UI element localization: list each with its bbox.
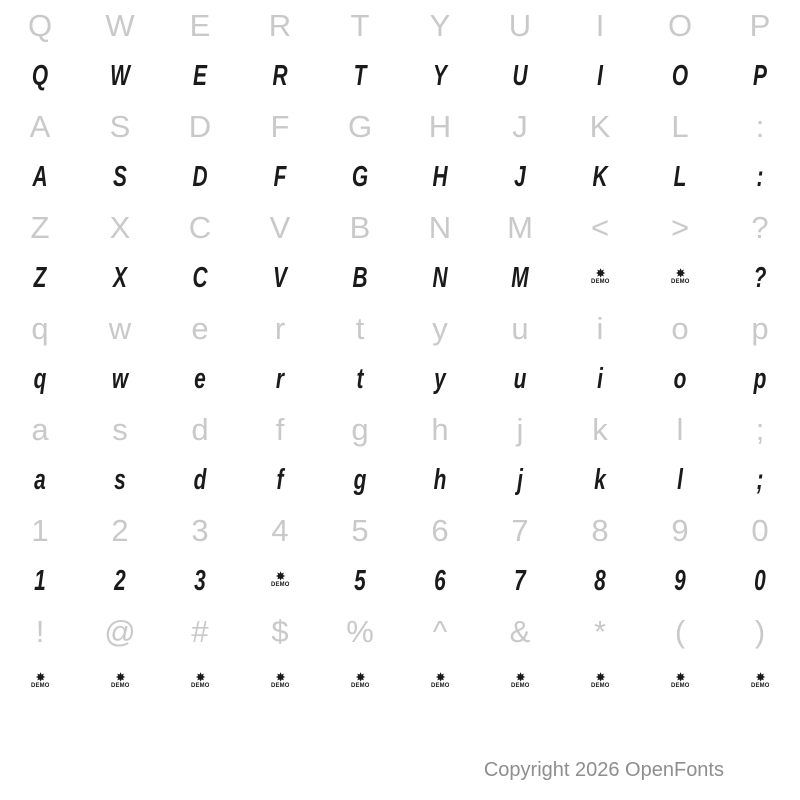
demo-label: DEMO — [110, 683, 130, 689]
glyph-cell: h — [431, 412, 449, 447]
glyph-cell: C — [192, 261, 208, 294]
glyph-cell: u — [513, 362, 527, 395]
glyph-cell: N — [428, 210, 452, 245]
glyph-cell: e — [191, 311, 209, 346]
glyph-cell: C — [188, 210, 212, 245]
glyph-cell: ) — [754, 614, 766, 649]
glyph-cell: u — [511, 311, 529, 346]
glyph-cell: g — [351, 412, 369, 447]
glyph-cell: < — [590, 210, 610, 245]
glyph-cell: l — [676, 412, 684, 447]
glyph-cell: X — [109, 210, 131, 245]
glyph-cell: U — [512, 59, 528, 92]
glyph-cell: 7 — [514, 564, 526, 597]
burst-icon: ✸ — [675, 268, 685, 280]
glyph-cell: i — [596, 311, 604, 346]
demo-placeholder-glyph — [571, 657, 629, 707]
glyph-row-reference — [0, 303, 800, 354]
glyph-cell: S — [109, 109, 131, 144]
glyph-row-reference — [0, 202, 800, 253]
glyph-cell: e — [194, 362, 206, 395]
demo-mark — [31, 674, 50, 690]
demo-mark — [271, 573, 290, 589]
glyph-cell: > — [670, 210, 690, 245]
glyph-row-sample — [0, 152, 800, 202]
demo-label: DEMO — [270, 582, 290, 588]
glyph-row-reference — [0, 505, 800, 556]
glyph-cell: q — [33, 362, 47, 395]
glyph-cell: k — [592, 412, 608, 447]
glyph-cell: K — [589, 109, 611, 144]
glyph-row-sample — [0, 657, 800, 707]
glyph-cell: 2 — [111, 513, 129, 548]
glyph-cell: $ — [271, 614, 289, 649]
glyph-cell: & — [509, 614, 531, 649]
glyph-cell: 6 — [431, 513, 449, 548]
glyph-cell: p — [753, 362, 767, 395]
demo-label: DEMO — [670, 683, 690, 689]
glyph-cell: J — [512, 109, 528, 144]
glyph-row-reference — [0, 606, 800, 657]
glyph-cell: L — [673, 160, 687, 193]
glyph-cell: : — [755, 109, 765, 144]
glyph-cell: 4 — [271, 513, 289, 548]
demo-mark — [271, 674, 290, 690]
demo-mark — [351, 674, 370, 690]
glyph-cell: V — [269, 210, 291, 245]
glyph-cell: k — [594, 463, 606, 496]
copyright-notice: Copyright 2026 OpenFonts — [483, 759, 724, 781]
glyph-cell: 3 — [191, 513, 209, 548]
burst-icon: ✸ — [595, 268, 605, 280]
demo-placeholder-glyph — [411, 657, 469, 707]
glyph-cell: O — [667, 8, 693, 43]
glyph-cell: 9 — [674, 564, 686, 597]
demo-mark — [671, 674, 690, 690]
glyph-cell: Q — [27, 8, 53, 43]
glyph-cell: H — [432, 160, 448, 193]
burst-icon: ✸ — [275, 672, 285, 684]
glyph-cell: 7 — [511, 513, 529, 548]
demo-label: DEMO — [590, 279, 610, 285]
glyph-cell: ^ — [432, 614, 448, 649]
glyph-cell: R — [268, 8, 292, 43]
glyph-cell: 8 — [594, 564, 606, 597]
glyph-cell: % — [346, 614, 374, 649]
demo-label: DEMO — [270, 683, 290, 689]
glyph-cell: X — [113, 261, 127, 294]
demo-placeholder-glyph — [491, 657, 549, 707]
glyph-cell: i — [597, 362, 603, 395]
glyph-cell: d — [191, 412, 209, 447]
demo-label: DEMO — [190, 683, 210, 689]
glyph-cell: y — [434, 362, 446, 395]
demo-label: DEMO — [30, 683, 50, 689]
demo-placeholder-glyph — [651, 253, 709, 303]
demo-mark — [671, 270, 690, 286]
glyph-cell: ? — [753, 261, 767, 294]
glyph-cell: N — [432, 261, 448, 294]
glyph-cell: O — [671, 59, 689, 92]
glyph-cell: 3 — [194, 564, 206, 597]
burst-icon: ✸ — [755, 672, 765, 684]
glyph-row-sample — [0, 455, 800, 505]
glyph-cell: t — [355, 311, 365, 346]
glyph-cell: r — [274, 311, 286, 346]
glyph-cell: L — [671, 109, 689, 144]
demo-mark — [591, 270, 610, 286]
glyph-cell: T — [353, 59, 367, 92]
glyph-cell: I — [595, 8, 605, 43]
demo-placeholder-glyph — [571, 253, 629, 303]
glyph-cell: s — [114, 463, 126, 496]
demo-label: DEMO — [670, 279, 690, 285]
glyph-cell: 5 — [351, 513, 369, 548]
burst-icon: ✸ — [355, 672, 365, 684]
glyph-cell: j — [516, 412, 524, 447]
burst-icon: ✸ — [595, 672, 605, 684]
glyph-cell: E — [189, 8, 211, 43]
demo-placeholder-glyph — [251, 556, 309, 606]
demo-placeholder-glyph — [651, 657, 709, 707]
burst-icon: ✸ — [115, 672, 125, 684]
glyph-row-sample — [0, 556, 800, 606]
glyph-cell: 5 — [354, 564, 366, 597]
glyph-cell: : — [756, 160, 764, 193]
glyph-cell: ? — [751, 210, 769, 245]
burst-icon: ✸ — [275, 571, 285, 583]
glyph-cell: 0 — [751, 513, 769, 548]
burst-icon: ✸ — [195, 672, 205, 684]
glyph-cell: o — [673, 362, 687, 395]
glyph-cell: Y — [433, 59, 447, 92]
demo-mark — [591, 674, 610, 690]
glyph-cell: g — [353, 463, 367, 496]
glyph-cell: B — [352, 261, 368, 294]
demo-mark — [111, 674, 130, 690]
glyph-cell: 8 — [591, 513, 609, 548]
glyph-cell: U — [508, 8, 532, 43]
demo-mark — [511, 674, 530, 690]
glyph-row-sample — [0, 51, 800, 101]
demo-mark — [751, 674, 770, 690]
glyph-cell: 0 — [754, 564, 766, 597]
glyph-cell: K — [592, 160, 608, 193]
glyph-cell: a — [31, 412, 49, 447]
glyph-cell: M — [507, 210, 533, 245]
glyph-cell: 2 — [114, 564, 126, 597]
glyph-cell: D — [192, 160, 208, 193]
glyph-row-reference — [0, 0, 800, 51]
glyph-cell: G — [351, 160, 369, 193]
glyph-cell: T — [350, 8, 370, 43]
glyph-cell: a — [34, 463, 46, 496]
glyph-cell: F — [273, 160, 287, 193]
glyph-cell: ; — [756, 463, 764, 496]
glyph-cell: f — [276, 463, 284, 496]
glyph-cell: ! — [35, 614, 45, 649]
burst-icon: ✸ — [515, 672, 525, 684]
glyph-cell: S — [113, 160, 127, 193]
glyph-cell: V — [273, 261, 287, 294]
glyph-cell: W — [105, 8, 135, 43]
glyph-cell: A — [29, 109, 51, 144]
glyph-cell: r — [275, 362, 285, 395]
glyph-cell: J — [514, 160, 526, 193]
glyph-row-reference — [0, 101, 800, 152]
demo-placeholder-glyph — [331, 657, 389, 707]
glyph-cell: d — [193, 463, 207, 496]
demo-placeholder-glyph — [731, 657, 789, 707]
glyph-cell: t — [356, 362, 364, 395]
demo-placeholder-glyph — [11, 657, 69, 707]
glyph-cell: f — [275, 412, 285, 447]
glyph-cell: 9 — [671, 513, 689, 548]
glyph-cell: I — [597, 59, 603, 92]
glyph-cell: o — [671, 311, 689, 346]
glyph-cell: y — [432, 311, 448, 346]
demo-placeholder-glyph — [251, 657, 309, 707]
glyph-cell: p — [751, 311, 769, 346]
burst-icon: ✸ — [435, 672, 445, 684]
glyph-cell: q — [31, 311, 49, 346]
glyph-cell: # — [191, 614, 209, 649]
glyph-cell: W — [110, 59, 130, 92]
glyph-cell: F — [270, 109, 290, 144]
demo-placeholder-glyph — [171, 657, 229, 707]
glyph-cell: 1 — [34, 564, 46, 597]
glyph-cell: @ — [104, 614, 136, 649]
glyph-cell: ( — [674, 614, 686, 649]
glyph-cell: w — [111, 362, 129, 395]
glyph-cell: * — [593, 614, 607, 649]
glyph-cell: P — [753, 59, 767, 92]
glyph-cell: M — [511, 261, 529, 294]
glyph-cell: H — [428, 109, 452, 144]
demo-label: DEMO — [430, 683, 450, 689]
glyph-cell: Z — [33, 261, 47, 294]
demo-label: DEMO — [510, 683, 530, 689]
demo-placeholder-glyph — [91, 657, 149, 707]
glyph-cell: s — [112, 412, 128, 447]
glyph-cell: A — [32, 160, 48, 193]
glyph-cell: R — [272, 59, 288, 92]
glyph-cell: D — [188, 109, 212, 144]
burst-icon: ✸ — [675, 672, 685, 684]
glyph-row-sample — [0, 253, 800, 303]
demo-mark — [191, 674, 210, 690]
glyph-cell: 6 — [434, 564, 446, 597]
demo-mark — [431, 674, 450, 690]
burst-icon: ✸ — [35, 672, 45, 684]
demo-label: DEMO — [590, 683, 610, 689]
glyph-cell: w — [108, 311, 132, 346]
glyph-cell: G — [347, 109, 373, 144]
glyph-row-reference — [0, 404, 800, 455]
glyph-cell: B — [349, 210, 371, 245]
glyph-row-sample — [0, 354, 800, 404]
glyph-cell: h — [433, 463, 447, 496]
glyph-cell: 1 — [31, 513, 49, 548]
demo-label: DEMO — [350, 683, 370, 689]
glyph-cell: j — [517, 463, 523, 496]
glyph-cell: Y — [429, 8, 451, 43]
glyph-cell: l — [677, 463, 683, 496]
glyph-cell: ; — [755, 412, 765, 447]
glyph-cell: E — [193, 59, 207, 92]
glyph-cell: P — [749, 8, 771, 43]
glyph-cell: Q — [31, 59, 49, 92]
glyph-cell: Z — [30, 210, 50, 245]
demo-label: DEMO — [750, 683, 770, 689]
